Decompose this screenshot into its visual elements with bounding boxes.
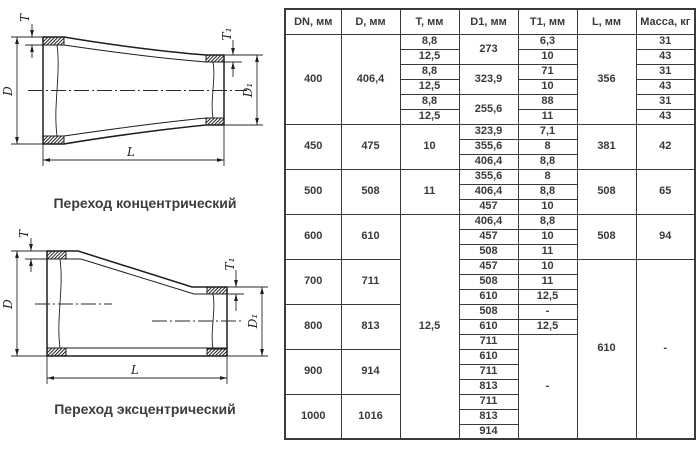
hatch-line xyxy=(207,55,214,62)
outer-bottom-line xyxy=(43,125,224,144)
cell-d1: 406,4 xyxy=(459,154,518,169)
col-header-t1: T1, мм xyxy=(518,9,577,34)
hatched-wall-section xyxy=(47,348,66,356)
cell-t1: 10 xyxy=(518,199,577,214)
cell-t1: 88 xyxy=(518,94,577,109)
cell-t1: 10 xyxy=(518,259,577,274)
table-row xyxy=(285,124,695,139)
cell-d1: 355,6 xyxy=(459,139,518,154)
cell-t: 11 xyxy=(400,169,459,214)
cell-dn: 900 xyxy=(285,349,341,394)
cell-t1: 11 xyxy=(518,274,577,289)
cell-m: 42 xyxy=(636,124,695,169)
cell-t1: 8 xyxy=(518,139,577,154)
cell-t: 12,5 xyxy=(400,49,459,64)
cell-d1: 813 xyxy=(459,379,518,394)
dimension-arrowhead xyxy=(231,48,235,55)
cell-t1: 7,1 xyxy=(518,124,577,139)
cell-dn: 400 xyxy=(285,34,341,124)
cell-d1: 508 xyxy=(459,244,518,259)
cell-l: 610 xyxy=(577,259,636,439)
cell-d1: 457 xyxy=(459,199,518,214)
cell-d: 475 xyxy=(341,124,400,169)
hatch-line xyxy=(212,287,219,294)
hatch-line xyxy=(218,119,224,125)
cell-d1: 457 xyxy=(459,259,518,274)
cell-d1: 406,4 xyxy=(459,214,518,229)
dim-label-D1: D₁ xyxy=(241,82,255,98)
cell-d: 1016 xyxy=(341,394,400,439)
cell-m: 31 xyxy=(636,94,695,109)
col-header-dn: DN, мм xyxy=(285,9,341,34)
table-header-row xyxy=(285,9,695,34)
table-row xyxy=(285,259,695,274)
cell-d1: 914 xyxy=(459,424,518,439)
cell-d: 711 xyxy=(341,259,400,304)
cell-t: 10 xyxy=(400,124,459,169)
cell-m: 31 xyxy=(636,64,695,79)
dimension-arrowhead xyxy=(29,244,33,251)
dimension-arrowhead xyxy=(30,30,34,37)
dimension-arrowhead xyxy=(43,158,50,162)
cell-dn: 450 xyxy=(285,124,341,169)
cell-d1: 457 xyxy=(459,229,518,244)
eccentric-reducer-diagram xyxy=(0,224,282,400)
cell-t: 12,5 xyxy=(400,214,459,439)
cell-t1: 12,5 xyxy=(518,319,577,334)
hatch-line xyxy=(215,287,222,294)
col-header-t: T, мм xyxy=(400,9,459,34)
cell-d1: 711 xyxy=(459,394,518,409)
break-line xyxy=(212,294,214,349)
break-line xyxy=(59,259,61,348)
dim-label-D1: D₁ xyxy=(246,313,260,329)
cell-d1: 255,6 xyxy=(459,94,518,124)
table-row xyxy=(285,214,695,229)
cell-t1: 8,8 xyxy=(518,214,577,229)
concentric-caption: Переход концентрический xyxy=(53,195,237,211)
cell-dn: 800 xyxy=(285,304,341,349)
cell-d1: 355,6 xyxy=(459,169,518,184)
diagram-panel xyxy=(0,0,282,450)
col-header-d: D, мм xyxy=(341,9,400,34)
outer-top-line xyxy=(47,251,227,287)
cell-d1: 508 xyxy=(459,304,518,319)
cell-m: 43 xyxy=(636,109,695,124)
dimension-arrowhead xyxy=(15,37,19,44)
cell-t1: 71 xyxy=(518,64,577,79)
hatch-line xyxy=(208,287,215,294)
table-row xyxy=(285,169,695,184)
cell-t: 8,8 xyxy=(400,34,459,49)
cell-l: 508 xyxy=(577,169,636,214)
cell-t1: 10 xyxy=(518,229,577,244)
cell-t1: 12,5 xyxy=(518,289,577,304)
dim-label-D: D xyxy=(1,86,15,96)
dimension-arrowhead xyxy=(234,294,238,301)
dimension-arrowhead xyxy=(260,287,264,294)
cell-m: 65 xyxy=(636,169,695,214)
cell-m: 43 xyxy=(636,49,695,64)
hatch-line xyxy=(219,349,226,356)
cell-dn: 700 xyxy=(285,259,341,304)
cell-d1: 273 xyxy=(459,34,518,64)
cell-d1: 406,4 xyxy=(459,184,518,199)
dimension-arrowhead xyxy=(29,259,33,266)
cell-d1: 323,9 xyxy=(459,124,518,139)
cell-m: 94 xyxy=(636,214,695,259)
dim-label-T1: T₁ xyxy=(223,257,237,271)
cell-t: 12,5 xyxy=(400,109,459,124)
cell-d1: 813 xyxy=(459,409,518,424)
cell-dn: 1000 xyxy=(285,394,341,439)
cell-t1: 11 xyxy=(518,244,577,259)
cell-t: 8,8 xyxy=(400,64,459,79)
dimension-arrowhead xyxy=(15,137,19,144)
dimension-arrowhead xyxy=(220,376,227,380)
dimension-arrowhead xyxy=(231,62,235,69)
dim-label-L: L xyxy=(131,363,139,377)
hatch-line xyxy=(57,137,64,144)
dim-label-T: T xyxy=(17,229,31,239)
col-header-d1: D1, мм xyxy=(459,9,518,34)
col-header-massa: Масса, кг xyxy=(636,9,695,34)
hatch-line xyxy=(215,349,222,356)
cell-d1: 610 xyxy=(459,289,518,304)
cell-d1: 508 xyxy=(459,274,518,289)
hatch-line xyxy=(214,118,221,125)
dimension-arrowhead xyxy=(217,158,224,162)
cell-dn: 600 xyxy=(285,214,341,259)
table-row xyxy=(285,34,695,49)
hatch-line xyxy=(214,55,221,62)
dim-label-T: T xyxy=(18,13,32,23)
dimension-arrowhead xyxy=(15,349,19,356)
cell-d1: 711 xyxy=(459,364,518,379)
hatch-line xyxy=(211,55,218,62)
dimension-arrowhead xyxy=(255,55,259,62)
cell-t1: 10 xyxy=(518,49,577,64)
cell-d: 610 xyxy=(341,214,400,259)
dimension-arrowhead xyxy=(15,251,19,258)
cell-l: 381 xyxy=(577,124,636,169)
cell-d1: 610 xyxy=(459,319,518,334)
dimension-arrowhead xyxy=(255,118,259,125)
dimensions-table xyxy=(284,8,696,440)
cell-t1: - xyxy=(518,334,577,439)
inner-top-line xyxy=(47,259,227,294)
hatched-wall-section xyxy=(47,251,66,259)
cell-t1: 8,8 xyxy=(518,154,577,169)
dimension-arrowhead xyxy=(260,349,264,356)
col-header-l: L, мм xyxy=(577,9,636,34)
hatch-line xyxy=(207,118,214,125)
eccentric-caption: Переход эксцентрический xyxy=(54,401,236,417)
cell-d1: 323,9 xyxy=(459,64,518,94)
cell-t1: 8,8 xyxy=(518,184,577,199)
dimension-arrowhead xyxy=(47,376,54,380)
cell-d1: 610 xyxy=(459,349,518,364)
cell-l: 508 xyxy=(577,214,636,259)
cell-t: 12,5 xyxy=(400,79,459,94)
cell-d: 813 xyxy=(341,304,400,349)
break-line xyxy=(212,62,214,118)
hatch-line xyxy=(60,41,64,45)
cell-m: - xyxy=(636,259,695,439)
dim-label-T1: T₁ xyxy=(220,27,234,41)
cell-m: 43 xyxy=(636,79,695,94)
cell-t1: - xyxy=(518,304,577,319)
cell-dn: 500 xyxy=(285,169,341,214)
cell-t1: 10 xyxy=(518,79,577,94)
cell-l: 356 xyxy=(577,34,636,124)
dimension-arrowhead xyxy=(234,280,238,287)
cell-m: 31 xyxy=(636,34,695,49)
cell-d1: 711 xyxy=(459,334,518,349)
cell-t1: 6,3 xyxy=(518,34,577,49)
hatch-line xyxy=(57,38,64,45)
hatch-line xyxy=(212,349,219,356)
cell-t: 8,8 xyxy=(400,94,459,109)
dimension-arrowhead xyxy=(30,45,34,52)
dim-label-L: L xyxy=(127,145,135,159)
cell-d: 508 xyxy=(341,169,400,214)
cell-t1: 11 xyxy=(518,109,577,124)
dim-label-D: D xyxy=(1,299,15,309)
hatch-line xyxy=(218,56,224,62)
cell-d: 914 xyxy=(341,349,400,394)
cell-t1: 8 xyxy=(518,169,577,184)
cell-d: 406,4 xyxy=(341,34,400,124)
hatch-line xyxy=(219,287,226,294)
concentric-reducer-diagram xyxy=(0,8,282,192)
hatch-line xyxy=(211,118,218,125)
hatch-line xyxy=(208,349,215,356)
